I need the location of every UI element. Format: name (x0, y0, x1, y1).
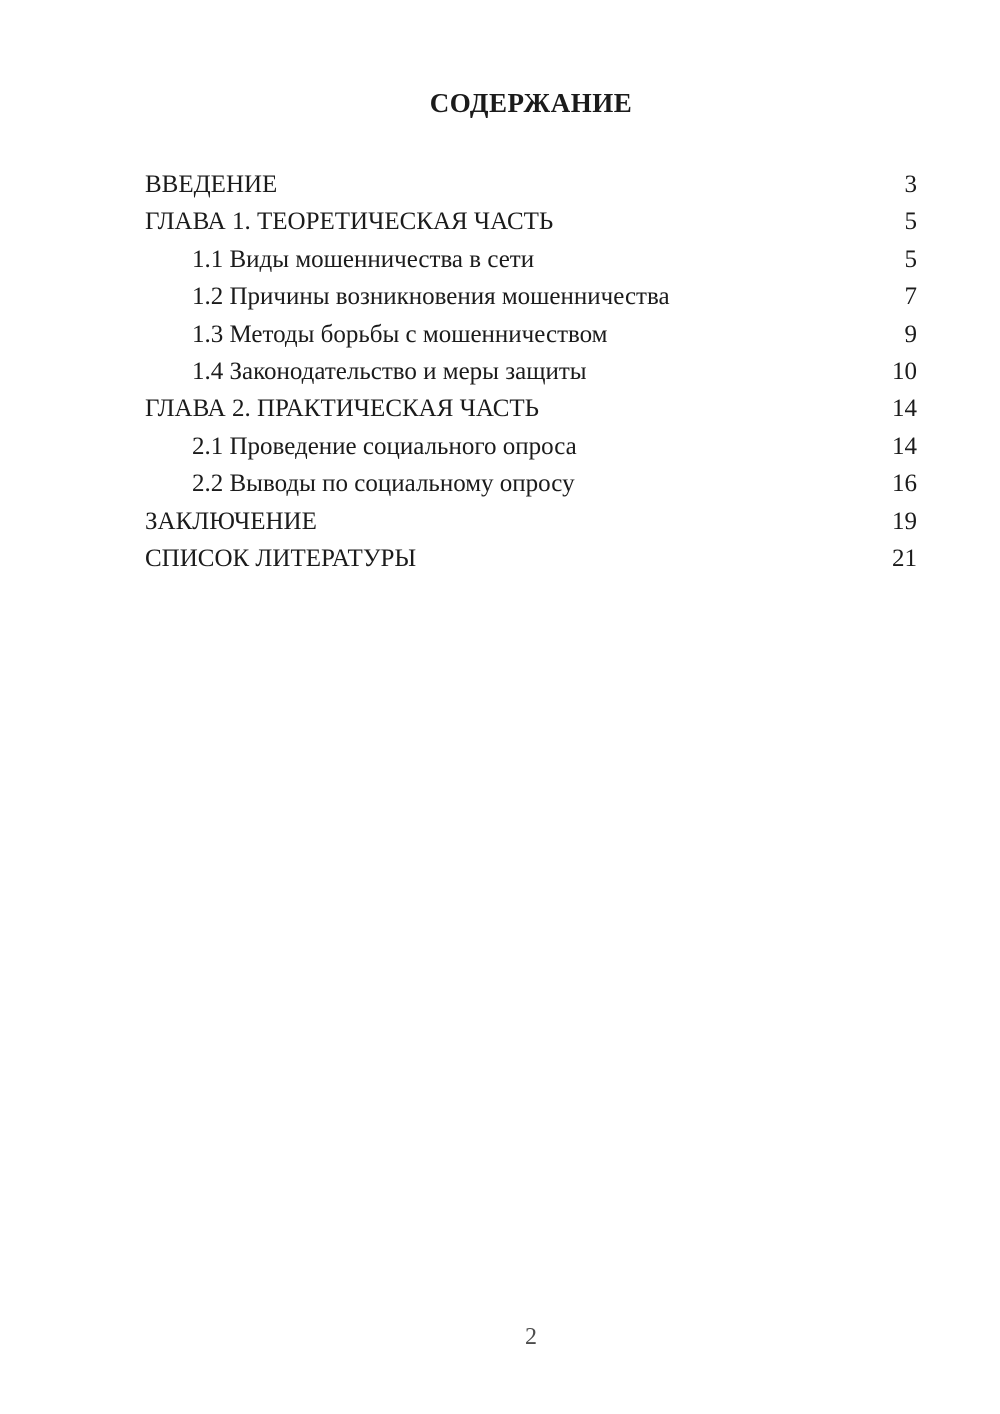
toc-entry-page-number: 7 (904, 283, 917, 311)
toc-entry-page-number: 5 (904, 208, 917, 236)
toc-entry-label: ГЛАВА 2. ПРАКТИЧЕСКАЯ ЧАСТЬ (145, 395, 540, 423)
toc-entry-label: ВВЕДЕНИЕ (145, 171, 278, 198)
toc-entry (145, 278, 917, 315)
toc-entry (145, 428, 917, 465)
toc-entry-label: ЗАКЛЮЧЕНИЕ (145, 507, 317, 535)
toc-entry-page-number: 21 (892, 545, 917, 573)
toc-entry-page-number: 19 (892, 507, 917, 535)
page-title: СОДЕРЖАНИЕ (429, 88, 633, 118)
toc-entry (145, 166, 917, 203)
toc-entry (145, 353, 917, 390)
toc-entry-page-number: 9 (904, 320, 917, 348)
toc-entry (145, 540, 917, 577)
toc-entry-label: 2.2 Выводы по социальному опросу (192, 470, 575, 498)
toc-entry-label: 1.4 Законодательство и меры защиты (192, 358, 587, 386)
toc-entry (145, 390, 917, 427)
table-of-contents (145, 166, 917, 577)
toc-entry-label: 1.3 Методы борьбы с мошенничеством (192, 320, 608, 348)
toc-entry-page-number: 14 (892, 395, 917, 423)
footer-page-number: 2 (525, 1324, 537, 1350)
toc-entry (145, 503, 917, 540)
toc-entry-page-number: 5 (904, 245, 917, 273)
toc-entry (145, 465, 917, 502)
toc-entry-label: 1.1 Виды мошенничества в сети (192, 245, 535, 273)
toc-entry-page-number: 14 (892, 432, 917, 460)
toc-entry-page-number: 10 (892, 358, 917, 386)
toc-entry-label: ГЛАВА 1. ТЕОРЕТИЧЕСКАЯ ЧАСТЬ (145, 208, 554, 236)
toc-entry-page-number: 16 (892, 470, 917, 498)
toc-entry-page-number: 3 (904, 171, 917, 198)
toc-entry-label: 1.2 Причины возникновения мошенничества (192, 283, 670, 311)
toc-entry (145, 203, 917, 240)
toc-entry (145, 241, 917, 278)
toc-entry-label: 2.1 Проведение социального опроса (192, 432, 577, 460)
toc-entry-label: СПИСОК ЛИТЕРАТУРЫ (145, 545, 417, 573)
toc-entry (145, 316, 917, 353)
